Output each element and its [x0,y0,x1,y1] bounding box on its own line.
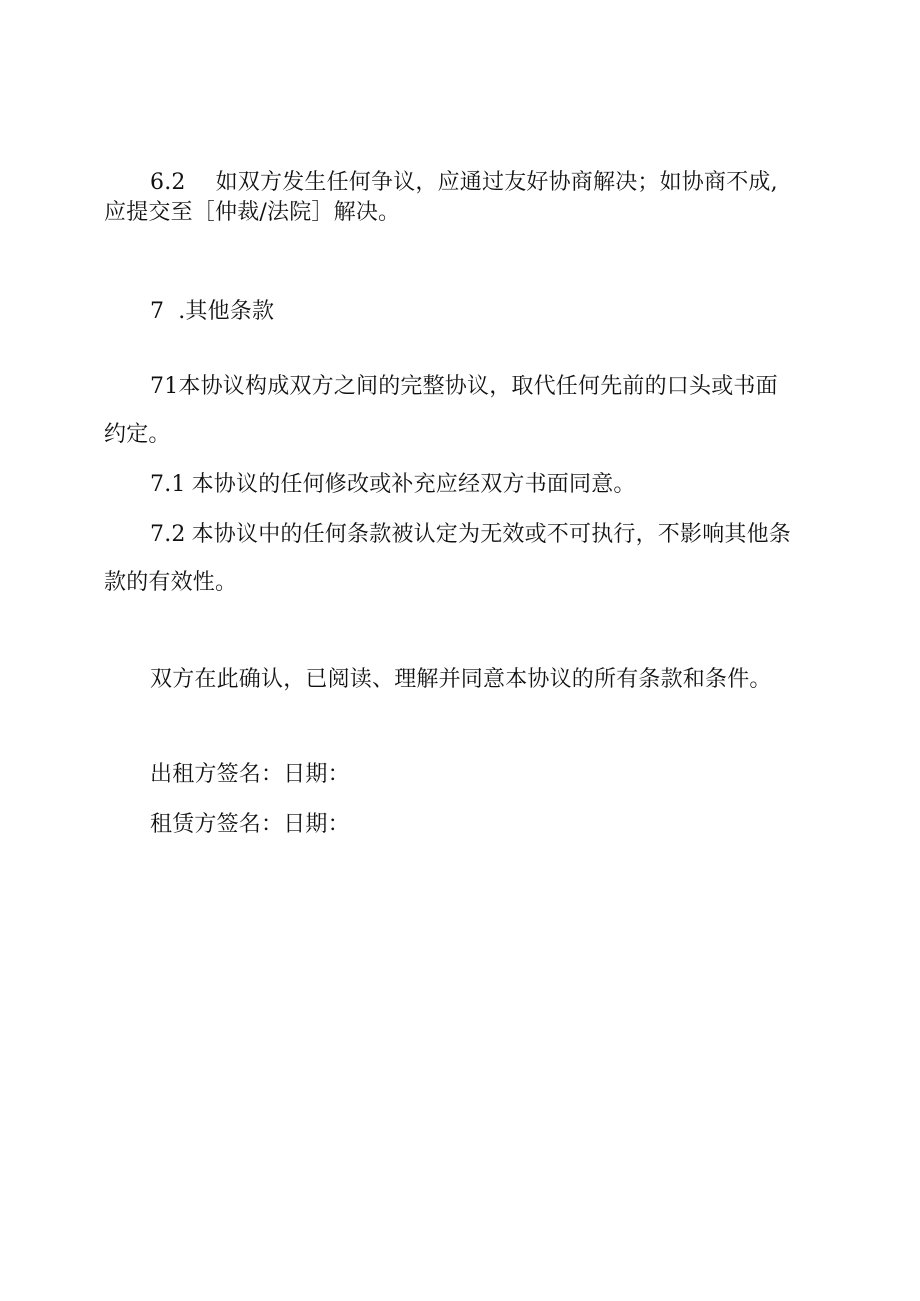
clause-text: 本协议的任何修改或补充应经双方书面同意。 [191,472,636,497]
clause-6-2-line-2: 应提交至［仲裁/法院］解决。 [104,200,401,225]
clause-7-2-line-2: 款的有效性。 [104,570,238,595]
clause-number: 6.2 [150,170,186,195]
clause-number: 7.2 [150,522,186,547]
section-number: 7 [150,299,165,324]
clause-text: 如双方发生任何争议，应通过友好协商解决；如协商不成, [215,170,778,195]
clause-7-2-line-1 [150,520,791,550]
clause-7-1 [150,470,636,500]
clause-6-2-line-1 [150,168,778,198]
lessor-signature-line: 出租方签名：日期： [150,762,350,787]
clause-7-0-line-1: 71本协议构成双方之间的完整协议，取代任何先前的口头或书面 [150,374,778,399]
section-title: .其他条款 [178,299,275,324]
clause-7-0-line-2: 约定。 [104,422,171,447]
clause-number: 7.1 [150,472,186,497]
confirmation-statement: 双方在此确认，已阅读、理解并同意本协议的所有条款和条件。 [150,667,772,692]
clause-text: 本协议中的任何条款被认定为无效或不可执行，不影响其他条 [191,522,791,547]
section-7-heading [150,297,274,327]
lessee-signature-line: 租赁方签名：日期： [150,812,350,837]
